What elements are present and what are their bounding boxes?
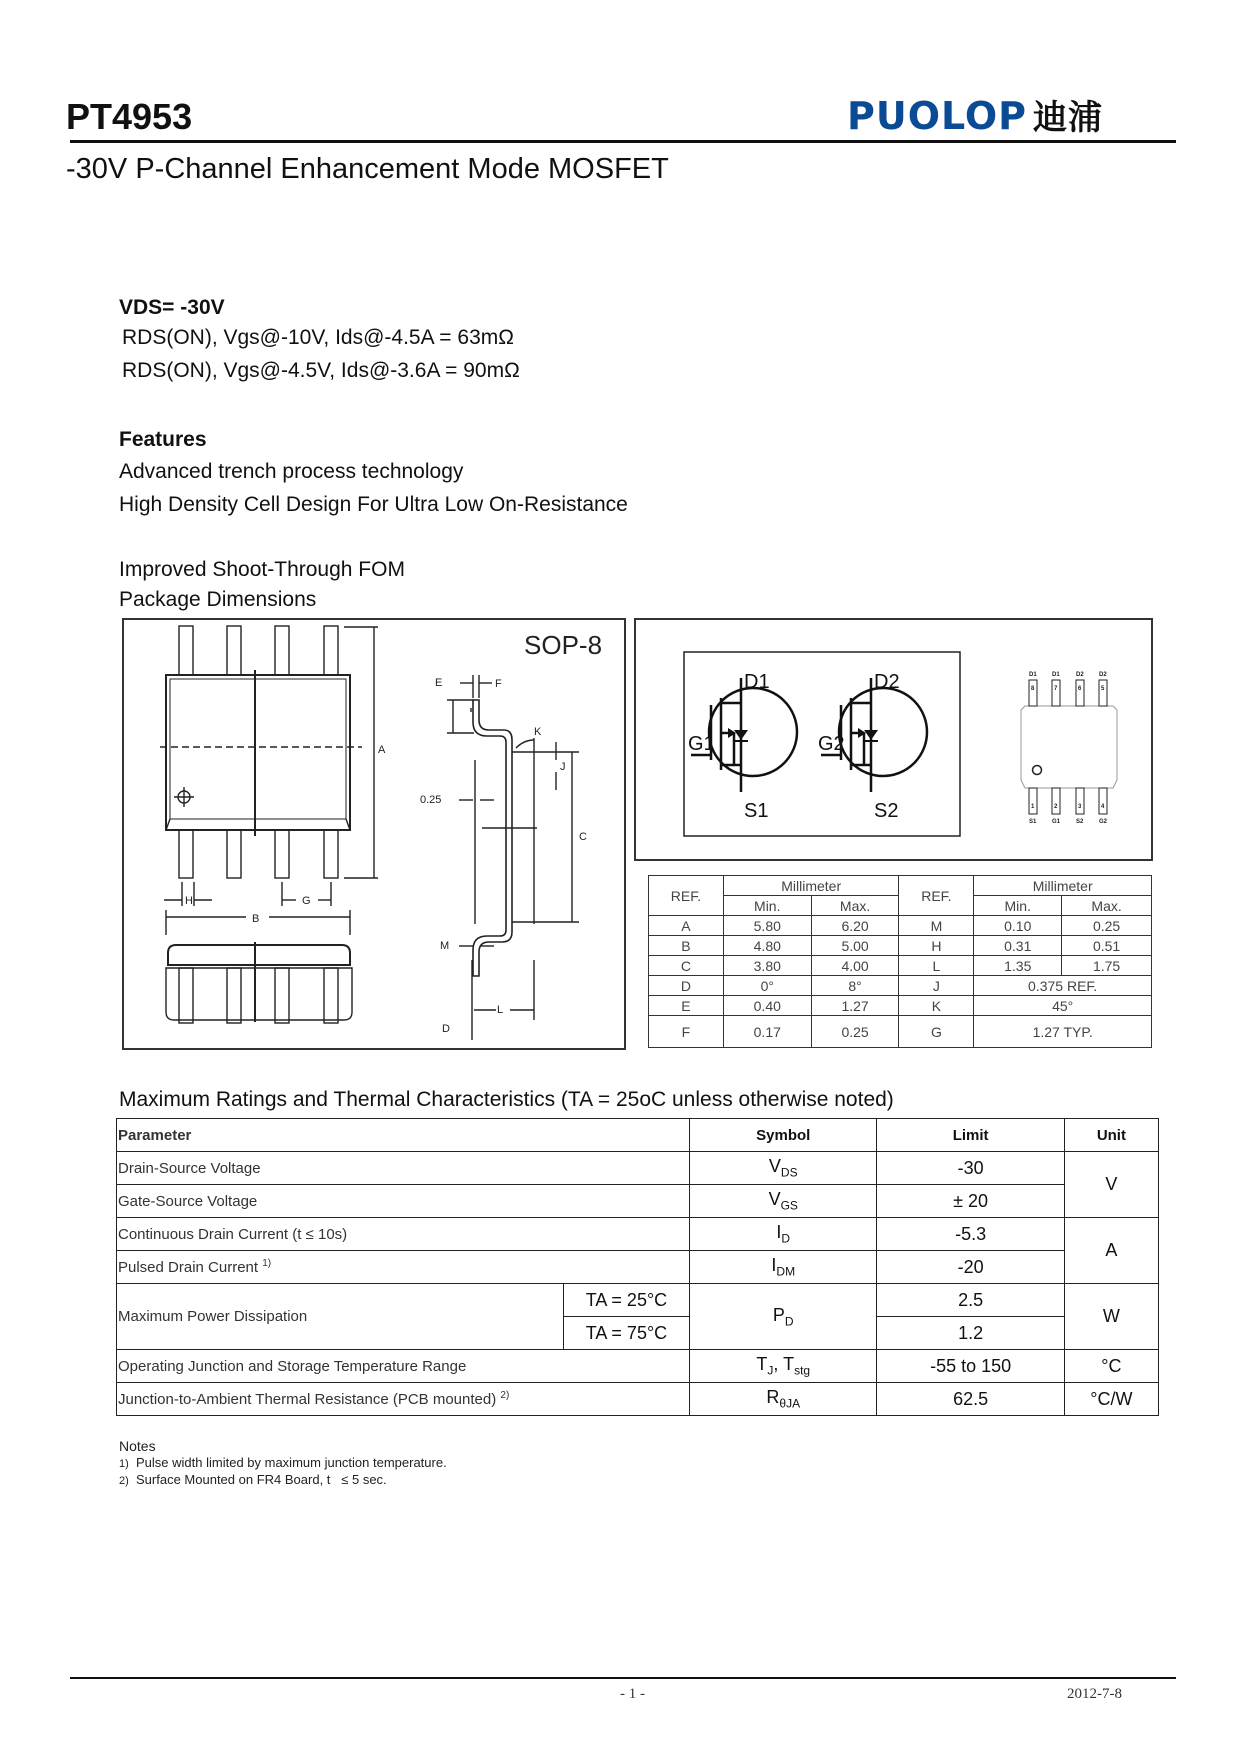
svg-text:G2: G2	[1099, 819, 1108, 825]
svg-text:C: C	[579, 831, 587, 843]
document-date: 2012-7-8	[1067, 1686, 1122, 1702]
svg-text:L: L	[497, 1004, 504, 1016]
pinout-diagram	[1021, 680, 1117, 814]
svg-text:4: 4	[1101, 804, 1105, 810]
table-row: TA = 75°C 1.2	[117, 1317, 1159, 1350]
table-row: Maximum Power Dissipation TA = 25°C $P_D$ 2.5 W	[117, 1284, 1159, 1317]
schematic-panel	[634, 618, 1153, 861]
vds-spec: VDS= -30V	[119, 296, 225, 319]
unit-header: Millimeter	[723, 876, 899, 896]
label-s2: S2	[874, 800, 899, 822]
table-row: Continuous Drain Current (t ≤ 10s) $I_D$ -5.3 A	[117, 1218, 1159, 1251]
svg-text:H: H	[185, 895, 193, 907]
logo-text: PUOLOP	[847, 94, 1028, 138]
svg-text:8: 8	[1031, 686, 1035, 692]
svg-text:S1: S1	[1029, 819, 1037, 825]
dim-label-a: A	[378, 744, 386, 756]
rds-spec-1: RDS(ON), Vgs@-10V, Ids@-4.5A = 63mΩ	[122, 326, 514, 349]
feature-item: Improved Shoot-Through FOM	[119, 558, 405, 581]
logo-chinese: 迪浦	[1033, 98, 1104, 138]
table-row: Pulsed Drain Current $^{1)}$ $I_{DM}$ -20	[117, 1251, 1159, 1284]
svg-text:7: 7	[1054, 686, 1058, 692]
label-g1: G1	[688, 733, 715, 755]
svg-text:S2: S2	[1076, 819, 1084, 825]
brand-logo	[847, 90, 1103, 139]
svg-text:5: 5	[1101, 686, 1105, 692]
table-row: A 5.80 6.20 M 0.10 0.25	[649, 916, 1152, 936]
notes-heading: Notes	[119, 1438, 156, 1454]
label-d1: D1	[744, 671, 770, 693]
svg-text:0.25: 0.25	[420, 794, 442, 806]
svg-text:D1: D1	[1029, 672, 1037, 678]
dim-label-b: B	[252, 913, 260, 925]
svg-text:F: F	[495, 678, 502, 690]
table-header-row: Parameter Symbol Limit Unit	[117, 1119, 1159, 1152]
label-g2: G2	[818, 733, 845, 755]
svg-text:D2: D2	[1076, 672, 1084, 678]
svg-text:G1: G1	[1052, 819, 1061, 825]
header-divider	[70, 140, 1176, 143]
mosfet-schematic	[636, 620, 1151, 859]
svg-text:6: 6	[1078, 686, 1082, 692]
ref-header: REF.	[649, 876, 724, 916]
package-title: SOP-8	[524, 630, 603, 660]
svg-text:D2: D2	[1099, 672, 1107, 678]
svg-text:3: 3	[1078, 804, 1082, 810]
unit-header: Millimeter	[974, 876, 1152, 896]
svg-text:D1: D1	[1052, 672, 1060, 678]
svg-text:M: M	[440, 940, 450, 952]
footer-divider	[70, 1677, 1176, 1679]
feature-item: Advanced trench process technology	[119, 460, 464, 483]
table-row: C 3.80 4.00 L 1.35 1.75	[649, 956, 1152, 976]
svg-text:G: G	[302, 895, 311, 907]
svg-text:D: D	[442, 1023, 450, 1035]
page-subtitle: -30V P-Channel Enhancement Mode MOSFET	[66, 153, 669, 185]
svg-text:K: K	[534, 726, 542, 738]
ref-header: REF.	[899, 876, 974, 916]
table-row: E 0.40 1.27 K 45°	[649, 996, 1152, 1016]
label-d2: D2	[874, 671, 900, 693]
features-heading: Features	[119, 428, 207, 451]
table-row: Junction-to-Ambient Thermal Resistance (PCB mounted) $^{2)}$ $R_{\theta JA}$ 62.5 °C/W	[117, 1383, 1159, 1416]
svg-text:J: J	[560, 761, 566, 773]
svg-text:1: 1	[1031, 804, 1035, 810]
page-number: - 1 -	[620, 1686, 645, 1702]
table-row: Gate-Source Voltage $V_{GS}$ ± 20	[117, 1185, 1159, 1218]
label-s1: S1	[744, 800, 769, 822]
table-row: F 0.17 0.25 G 1.27 TYP.	[649, 1016, 1152, 1048]
table-row: D 0° 8° J 0.375 REF.	[649, 976, 1152, 996]
note-item: 1) Pulse width limited by maximum junction temperature.	[119, 1455, 447, 1470]
package-dimensions-label: Package Dimensions	[119, 588, 317, 611]
table-row: B 4.80 5.00 H 0.31 0.51	[649, 936, 1152, 956]
part-number: PT4953	[66, 96, 193, 137]
table-row: Operating Junction and Storage Temperature Range $T_J$, $T_{stg}$ -55 to 150 °C	[117, 1350, 1159, 1383]
table-row: Drain-Source Voltage $V_{DS}$ -30 V	[117, 1152, 1159, 1185]
feature-item: High Density Cell Design For Ultra Low On-Resistance	[119, 493, 628, 516]
note-item: 2) Surface Mounted on FR4 Board, t ≤ 5 sec.	[119, 1472, 387, 1487]
ratings-title: Maximum Ratings and Thermal Characteristics (TA = 25oC unless otherwise noted)	[119, 1088, 894, 1111]
dimension-table: REF. Millimeter REF. Millimeter Min. Max. Min. Max. A 5.80 6.20 M 0.10 0.25 B 4.80 5.00 H 0.31 0.51 C 3.80 4.00 L 1.35 1.75 D 0° 8° J 0.375 REF. E 0.40 1.27 K 45° F 0.17 0.25 G 1.27 TYP.	[648, 875, 1152, 1048]
package-drawing	[122, 618, 626, 1050]
svg-text:E: E	[435, 677, 443, 689]
rds-spec-2: RDS(ON), Vgs@-4.5V, Ids@-3.6A = 90mΩ	[122, 359, 520, 382]
ratings-table	[116, 1118, 1159, 1416]
sop8-outline-drawing	[124, 620, 624, 1048]
svg-text:2: 2	[1054, 804, 1058, 810]
